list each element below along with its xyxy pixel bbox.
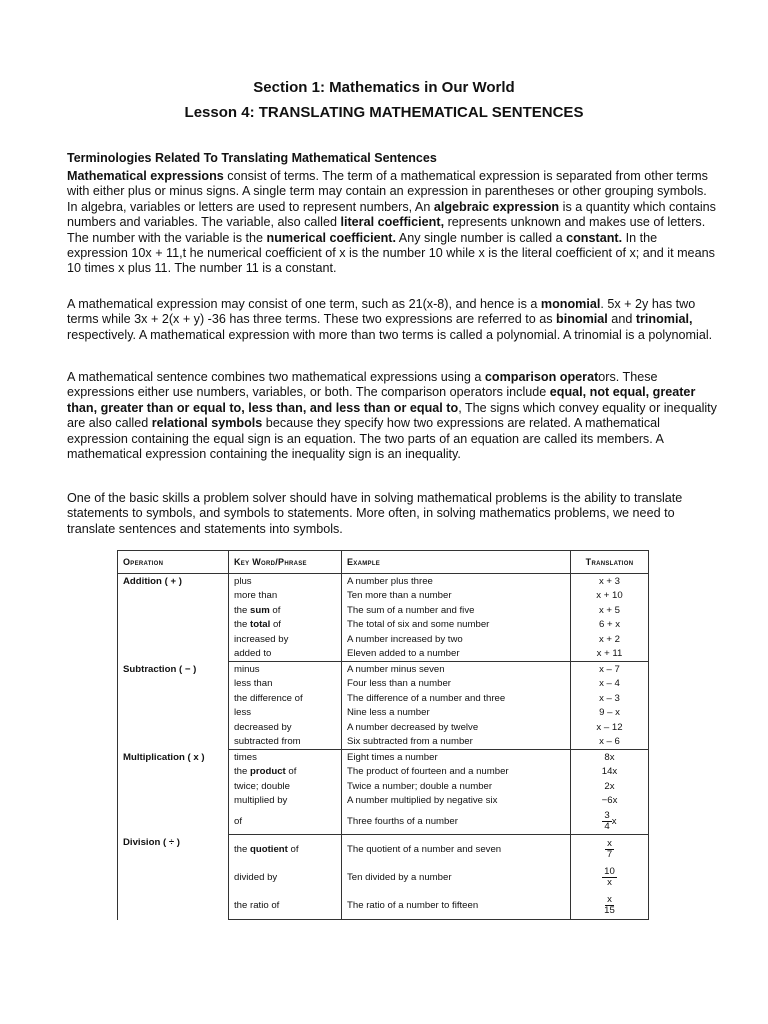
keyword-text: of bbox=[287, 843, 299, 855]
keyword-text: of bbox=[234, 815, 243, 827]
keyword-text: minus bbox=[234, 663, 260, 675]
example-cell: Ten divided by a number bbox=[342, 863, 571, 891]
bold-term: trinomial, bbox=[635, 312, 693, 327]
translation-cell: 6 + x bbox=[571, 618, 649, 633]
keyword-text: the bbox=[234, 766, 251, 778]
keyword-cell bbox=[229, 632, 342, 647]
header-operation: Operation bbox=[118, 551, 229, 574]
keyword-cell bbox=[229, 735, 342, 750]
keyword-cell bbox=[229, 720, 342, 735]
text-run: and bbox=[607, 312, 636, 327]
translation-cell: x + 10 bbox=[571, 589, 649, 604]
keyword-cell bbox=[229, 603, 342, 618]
example-cell: Four less than a number bbox=[342, 677, 571, 692]
example-cell: Twice a number; double a number bbox=[342, 779, 571, 794]
text-run: represents unknown and makes use of letters. The number with the variable is the bbox=[67, 215, 706, 245]
keyword-text: of bbox=[269, 604, 281, 616]
translation-cell bbox=[571, 891, 649, 920]
operation-name: Division bbox=[123, 836, 161, 848]
translation-cell: x + 5 bbox=[571, 603, 649, 618]
example-cell: The sum of a number and five bbox=[342, 603, 571, 618]
fraction-denominator: 15 bbox=[604, 904, 615, 916]
example-cell: The quotient of a number and seven bbox=[342, 835, 571, 864]
example-cell: A number decreased by twelve bbox=[342, 720, 571, 735]
operation-name: Addition bbox=[123, 576, 162, 587]
translation-cell: x + 11 bbox=[571, 647, 649, 662]
keyword-cell bbox=[229, 574, 342, 589]
keyword-cell bbox=[229, 662, 342, 677]
fraction-denominator: x bbox=[607, 876, 612, 888]
translation-cell bbox=[571, 835, 649, 864]
keyword-text: added to bbox=[234, 648, 272, 660]
fraction-numerator: 3 bbox=[604, 809, 610, 821]
example-cell: A number increased by two bbox=[342, 632, 571, 647]
lesson-title: Lesson 4: TRANSLATING MATHEMATICAL SENTENCES bbox=[184, 104, 584, 121]
text-run: . 5x + 2y has two terms while 3x + 2(x + y) -36 has three terms. These two expressions are referred to as bbox=[67, 297, 696, 327]
bold-term: constant. bbox=[566, 230, 623, 245]
example-cell: The difference of a number and three bbox=[342, 691, 571, 706]
bold-term: relational symbols bbox=[151, 416, 263, 431]
keyword-cell bbox=[229, 618, 342, 633]
operation-symbol: ( − ) bbox=[178, 663, 197, 675]
text-run: One of the basic skills a problem solver should have in solving mathematical problems is the ability to translate statements to symbols, and symbols to statements. More often, in solving mathematics problems, we need to translate sentences and statements into symbols. bbox=[67, 491, 683, 536]
example-cell: The total of six and some number bbox=[342, 618, 571, 633]
keyword-text: less than bbox=[234, 678, 273, 690]
keyword-cell bbox=[229, 750, 342, 765]
operation-symbol: ( ÷ ) bbox=[163, 836, 180, 848]
header-example: Example bbox=[342, 551, 571, 574]
operation-name: Subtraction bbox=[123, 663, 177, 675]
translation-cell: 9 – x bbox=[571, 706, 649, 721]
operation-cell bbox=[118, 835, 229, 920]
example-cell: Ten more than a number bbox=[342, 589, 571, 604]
keyword-text: multiplied by bbox=[234, 795, 288, 807]
translation-cell: x – 3 bbox=[571, 691, 649, 706]
text-run: Any single number is called a bbox=[396, 230, 567, 245]
example-cell: The product of fourteen and a number bbox=[342, 765, 571, 780]
keyword-text: the bbox=[234, 604, 251, 616]
keyword-text: plus bbox=[234, 575, 252, 587]
fraction-suffix: x bbox=[611, 815, 617, 827]
subheading: Terminologies Related To Translating Mathematical Sentences bbox=[67, 151, 437, 165]
keyword-cell bbox=[229, 835, 342, 864]
table-row bbox=[118, 662, 649, 677]
translation-cell: x – 6 bbox=[571, 735, 649, 750]
header-keyword: Key Word/Phrase bbox=[229, 551, 342, 574]
translation-cell bbox=[571, 808, 649, 835]
translation-cell: x + 2 bbox=[571, 632, 649, 647]
keyword-cell bbox=[229, 891, 342, 920]
table-row bbox=[118, 750, 649, 765]
translation-cell: 2x bbox=[571, 779, 649, 794]
paragraph-skills bbox=[67, 491, 717, 537]
text-run: A mathematical sentence combines two mathematical expressions using a bbox=[67, 370, 485, 384]
translation-cell: −6x bbox=[571, 794, 649, 809]
bold-term: algebraic expression bbox=[433, 199, 560, 214]
operation-symbol: ( + ) bbox=[164, 576, 182, 587]
bold-term: equal, not equal, greater than, greater than or equal to, less than, and less than or equal to bbox=[67, 385, 696, 415]
operation-cell bbox=[118, 574, 229, 662]
translation-cell bbox=[571, 863, 649, 891]
translation-cell: x – 7 bbox=[571, 662, 649, 677]
example-cell: A number minus seven bbox=[342, 662, 571, 677]
header-translation: Translation bbox=[571, 551, 649, 574]
text-run: respectively. A mathematical expression with more than two terms is called a polynomial. A trinomial is a polynomial. bbox=[67, 327, 713, 342]
table-row bbox=[118, 574, 649, 589]
keyword-text: decreased by bbox=[234, 721, 292, 733]
table-header-row bbox=[118, 551, 649, 574]
keyword-text: the difference of bbox=[234, 692, 303, 704]
text-run: ors. These expressions either use numbers, variables, or both. The comparison operators include bbox=[67, 370, 658, 400]
bold-term: binomial bbox=[556, 312, 608, 327]
keyword-text: divided by bbox=[234, 871, 278, 883]
translation-cell: x – 12 bbox=[571, 720, 649, 735]
keyword-text: less bbox=[234, 707, 252, 719]
text-run: is a quantity which contains numbers and variables. The variable, also called bbox=[67, 199, 716, 230]
operation-cell bbox=[118, 750, 229, 835]
keyword-text: increased by bbox=[234, 633, 289, 645]
bold-term: monomial bbox=[540, 297, 601, 311]
text-run: In the expression 10x + 11,t he numerical coefficient of x is the number 10 while x is the literal coefficient of x; and it means 10 times x plus 11. The number 11 is a constant. bbox=[67, 230, 715, 276]
keyword-bold: quotient bbox=[250, 843, 288, 855]
keyword-cell bbox=[229, 677, 342, 692]
fraction-numerator: x bbox=[607, 893, 612, 905]
keyword-cell bbox=[229, 765, 342, 780]
text-run: consist of terms. The term of a mathematical expression is separated from other terms with either plus or minus signs. A single term may contain an expression in parentheses or other grouping symbols. In algebra, variables or letters are used to represent numbers, An bbox=[67, 169, 708, 214]
keyword-cell bbox=[229, 647, 342, 662]
fraction bbox=[602, 867, 617, 888]
keyword-cell bbox=[229, 589, 342, 604]
fraction bbox=[605, 839, 614, 860]
example-cell: The ratio of a number to fifteen bbox=[342, 891, 571, 920]
translation-cell: x + 3 bbox=[571, 574, 649, 589]
example-cell: Three fourths of a number bbox=[342, 808, 571, 835]
fraction-numerator: 10 bbox=[604, 865, 615, 877]
keyword-text: twice; double bbox=[234, 780, 290, 792]
keyword-text: subtracted from bbox=[234, 736, 301, 748]
fraction-denominator: 4 bbox=[604, 820, 610, 832]
example-cell: Six subtracted from a number bbox=[342, 735, 571, 750]
operation-symbol: ( x ) bbox=[187, 751, 205, 763]
text-run: because they specify how two expressions are related. A mathematical expression containing the equal sign is an equation. The two parts of an equation are called its members. A mathematical expression containing the inequality sign is an inequality. bbox=[67, 416, 664, 462]
keyword-text: times bbox=[234, 751, 257, 763]
example-cell: Eleven added to a number bbox=[342, 647, 571, 662]
text-run: A mathematical expression may consist of one term, such as 21(x-8), and hence is a bbox=[67, 297, 541, 311]
paragraph-sentence bbox=[67, 370, 717, 462]
operation-name: Multiplication bbox=[123, 751, 185, 763]
fraction-numerator: x bbox=[607, 837, 612, 849]
translation-table bbox=[117, 550, 649, 920]
example-cell: Eight times a number bbox=[342, 750, 571, 765]
paragraph-monomial bbox=[67, 297, 717, 343]
keyword-cell bbox=[229, 779, 342, 794]
bold-term: Mathematical expressions bbox=[67, 169, 224, 183]
keyword-cell bbox=[229, 691, 342, 706]
operation-cell bbox=[118, 662, 229, 750]
keyword-text: the bbox=[234, 843, 251, 855]
keyword-text: the ratio of bbox=[234, 899, 280, 911]
fraction-denominator: 7 bbox=[606, 848, 613, 860]
section-title: Section 1: Mathematics in Our World bbox=[253, 79, 515, 96]
keyword-bold: total bbox=[250, 619, 271, 631]
translation-cell: 8x bbox=[571, 750, 649, 765]
table-row bbox=[118, 835, 649, 864]
keyword-cell bbox=[229, 863, 342, 891]
bold-term: numerical coefficient. bbox=[266, 230, 396, 245]
example-cell: A number multiplied by negative six bbox=[342, 794, 571, 809]
keyword-bold: sum bbox=[250, 604, 270, 616]
translation-cell: 14x bbox=[571, 765, 649, 780]
keyword-text: of bbox=[270, 619, 281, 631]
table-body bbox=[118, 574, 649, 920]
translation-cell: x – 4 bbox=[571, 677, 649, 692]
fraction bbox=[602, 895, 617, 916]
keyword-cell bbox=[229, 706, 342, 721]
keyword-text: the bbox=[234, 619, 251, 631]
keyword-cell bbox=[229, 808, 342, 835]
bold-term: comparison operat bbox=[484, 370, 599, 384]
keyword-text: more than bbox=[234, 590, 278, 602]
example-cell: Nine less a number bbox=[342, 706, 571, 721]
keyword-bold: product bbox=[250, 766, 286, 778]
bold-term: literal coefficient, bbox=[340, 215, 445, 230]
text-run: , The signs which convey equality or inequality are also called bbox=[67, 400, 717, 431]
example-cell: A number plus three bbox=[342, 574, 571, 589]
fraction bbox=[602, 811, 611, 832]
keyword-text: of bbox=[285, 766, 297, 778]
paragraph-expressions bbox=[67, 169, 717, 277]
keyword-cell bbox=[229, 794, 342, 809]
